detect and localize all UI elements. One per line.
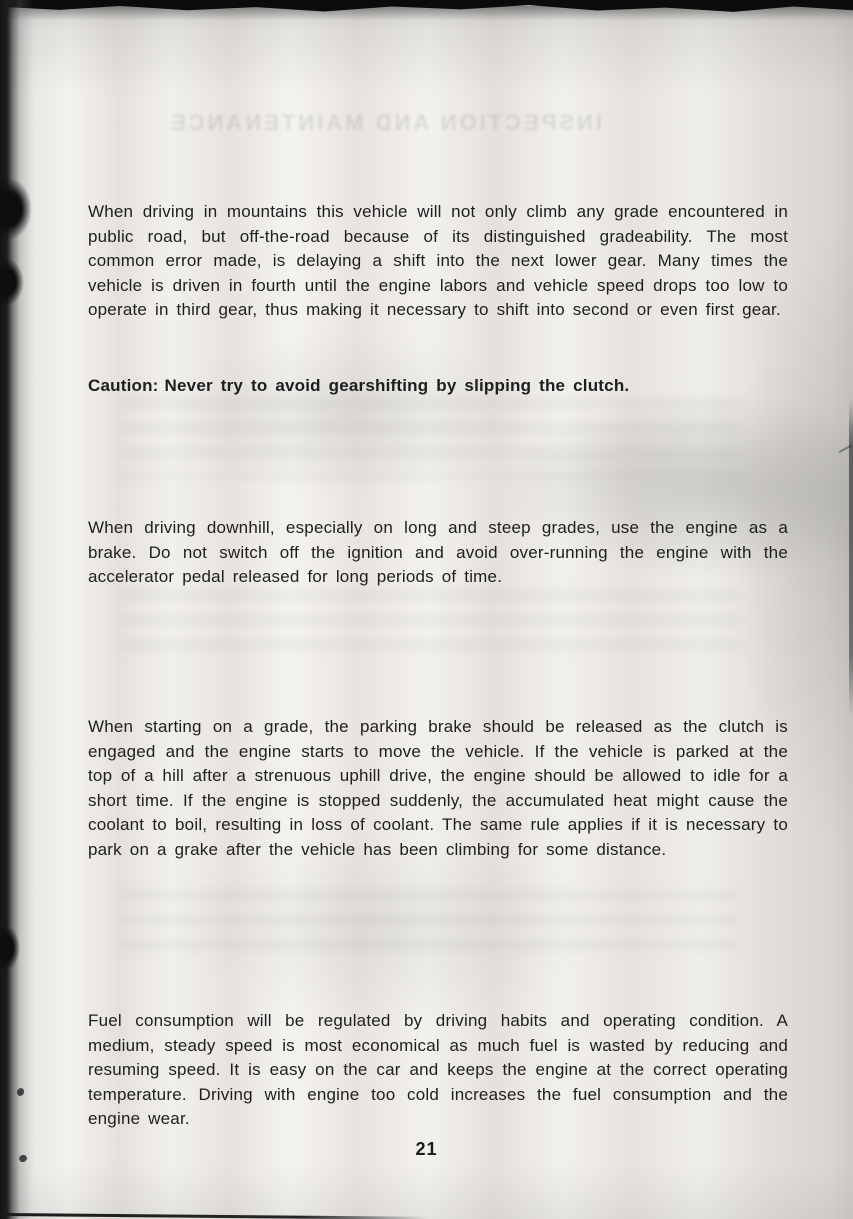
- caution-label: Caution:: [88, 376, 159, 395]
- paragraph-downhill-driving: When driving downhill, especially on long and steep grades, use the engine as a brake. Do not switch off the ignition and avoid over-running the engine with the accelerator pedal released for long periods of time.: [88, 518, 788, 587]
- paragraph-fuel-consumption: Fuel consumption will be regulated by driving habits and operating condition. A medium, steady speed is most economical as much fuel is wasted by reducing and resuming speed. It is easy on the car and keeps the engine at the correct operating temperature. Driving with engine too cold increases the fuel consumption and the engine wear.: [88, 1011, 788, 1129]
- paragraph-grade-start: When starting on a grade, the parking brake should be released as the clutch is engaged and the engine starts to move the vehicle. If the vehicle is parked at the top of a hill after a strenuous uphill drive, the engine should be allowed to idle for a short time. If the engine is stopped suddenly, the accumulated heat might cause the coolant to boil, resulting in loss of coolant. The same rule applies if it is necessary to park on a grake after the vehicle has been climbing for some distance.: [88, 717, 788, 859]
- bleedthrough-smudge: [120, 398, 740, 478]
- scan-right-edge: [849, 398, 853, 718]
- bleedthrough-heading: INSPECTION AND MAINTENANCE: [167, 110, 603, 135]
- paragraph-mountain-driving: When driving in mountains this vehicle will not only climb any grade encountered in public road, but off-the-road because of its distinguished gradeability. The most common error made, is delaying a shift into the next lower gear. Many times the vehicle is driven in fourth until the engine labors and vehicle speed drops too low to operate in third gear, thus making it necessary to shift into second or even first gear.: [88, 202, 788, 320]
- scan-bottom-edge: [0, 1213, 430, 1219]
- bleedthrough-smudge: [120, 890, 740, 965]
- caution-text: Never try to avoid gearshifting by slipping the clutch.: [164, 376, 630, 395]
- page-number: 21: [415, 1139, 438, 1159]
- caution-note: [88, 374, 788, 399]
- bleedthrough-smudge: [120, 590, 740, 660]
